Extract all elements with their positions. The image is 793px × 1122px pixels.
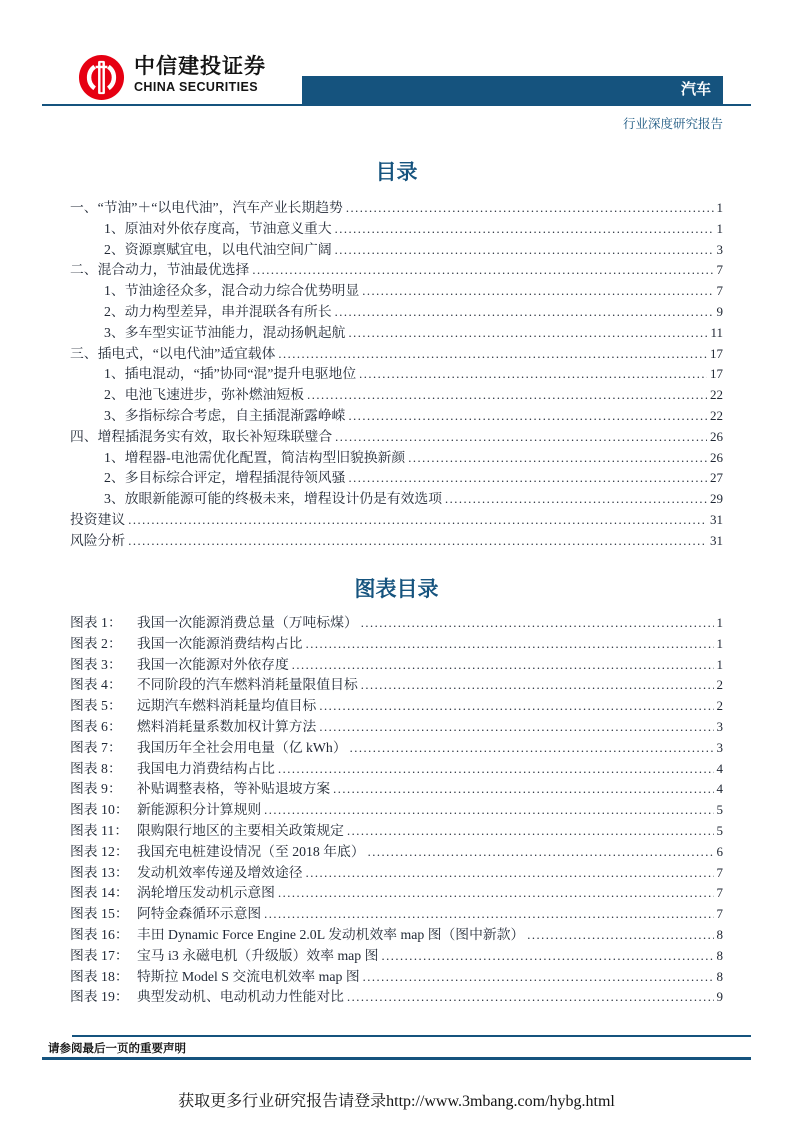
dot-leader <box>346 201 714 216</box>
figure-entry-page: 3 <box>716 718 723 734</box>
toc-entry-text: 3、多车型实证节油能力，混动扬帆起航 <box>104 324 346 340</box>
figure-entry-page: 8 <box>716 947 723 963</box>
toc-entry-text: 2、电池飞速进步，弥补燃油短板 <box>104 387 305 403</box>
dot-leader <box>335 222 714 237</box>
figure-entry[interactable] <box>70 923 723 944</box>
figure-entry-page: 6 <box>716 843 723 859</box>
dot-leader <box>335 243 714 258</box>
figure-entry-label: 图表 10： <box>70 802 129 818</box>
dot-leader <box>264 803 713 818</box>
figure-entry-label: 图表 2： <box>70 635 122 651</box>
toc-entry-text: 1、节油途径众多，混合动力综合优势明显 <box>104 283 360 299</box>
figure-entry-text: 我国电力消费结构占比 <box>137 760 275 776</box>
figure-entry-text: 新能源积分计算规则 <box>137 802 262 818</box>
figure-entry-text: 我国历年全社会用电量（亿 kWh） <box>137 739 347 755</box>
figure-entry-page: 7 <box>716 864 723 880</box>
toc-entry-text: 3、放眼新能源可能的终极未来，增程设计仍是有效选项 <box>104 491 443 507</box>
figure-entry-label: 图表 19： <box>70 989 129 1005</box>
toc-entry-page: 31 <box>710 511 723 527</box>
dot-leader <box>359 367 707 382</box>
toc-entry-page: 7 <box>716 262 723 278</box>
dot-leader <box>306 637 714 652</box>
disclaimer-text: 请参阅最后一页的重要声明 <box>48 1043 186 1055</box>
figure-entry-text: 不同阶段的汽车燃料消耗量限值目标 <box>137 677 358 693</box>
figure-entry-text: 补贴调整表格，等补贴退坡方案 <box>137 781 331 797</box>
toc-entry-text: 2、资源禀赋宜电，以电代油空间广阔 <box>104 241 332 257</box>
figure-entry-text: 限购限行地区的主要相关政策规定 <box>137 822 344 838</box>
figure-entry-page: 3 <box>716 739 723 755</box>
toc-entry-page: 17 <box>710 366 723 382</box>
dot-leader <box>363 970 714 985</box>
dot-leader <box>361 678 714 693</box>
figure-entry-page: 2 <box>716 677 723 693</box>
dot-leader <box>335 305 714 320</box>
promo-link[interactable]: 获取更多行业研究报告请登录http://www.3mbang.com/hybg.html <box>178 1093 615 1110</box>
dot-leader <box>319 720 713 735</box>
dot-leader <box>368 845 714 860</box>
figure-entry-text: 我国一次能源消费结构占比 <box>137 635 303 651</box>
toc-entry-text: 一、“节油”＋“以电代油”，汽车产业长期趋势 <box>70 200 343 215</box>
figure-entry-label: 图表 5： <box>70 698 122 714</box>
dot-leader <box>408 451 707 466</box>
figure-entry[interactable] <box>70 632 723 653</box>
figure-entry-text: 典型发动机、电动机动力性能对比 <box>137 989 344 1005</box>
toc-entry[interactable] <box>70 258 723 279</box>
figure-entry-page: 4 <box>716 760 723 776</box>
figure-entry-page: 9 <box>716 989 723 1005</box>
toc-entry-page: 29 <box>710 491 723 507</box>
toc-entry[interactable] <box>70 238 723 259</box>
brand-text <box>134 54 266 95</box>
figure-entry-label: 图表 9： <box>70 781 122 797</box>
figure-entry-text: 特斯拉 Model S 交流电机效率 map 图 <box>137 968 360 984</box>
dot-leader <box>306 866 714 881</box>
figure-entry-text: 阿特金森循环示意图 <box>137 906 262 922</box>
figure-entry-text: 我国充电桩建设情况（至 2018 年底） <box>137 843 365 859</box>
figures-title: 图表目录 <box>354 578 439 601</box>
figure-entry-label: 图表 1： <box>70 615 122 630</box>
dot-leader <box>333 782 713 797</box>
figure-entry-text: 宝马 i3 永磁电机（升级版）效率 map 图 <box>137 947 379 963</box>
dot-leader <box>347 824 714 839</box>
citic-logo-icon <box>78 54 125 101</box>
toc-entry-page: 31 <box>710 532 723 548</box>
figure-entry-page: 7 <box>716 885 723 901</box>
toc-entry[interactable] <box>70 508 723 529</box>
figure-entry-label: 图表 12： <box>70 843 129 859</box>
toc-entry-page: 3 <box>716 241 723 257</box>
figure-entry[interactable] <box>70 819 723 840</box>
figures-list <box>70 611 723 1006</box>
toc-entry-text: 四、增程插混务实有效，取长补短珠联璧合 <box>70 428 333 444</box>
dot-leader <box>348 471 707 486</box>
figure-entry[interactable] <box>70 777 723 798</box>
figure-entry[interactable] <box>70 798 723 819</box>
toc-entry-text: 投资建议 <box>70 511 126 527</box>
figure-entry-label: 图表 8： <box>70 760 122 776</box>
toc-entry[interactable] <box>70 425 723 446</box>
figure-entry[interactable] <box>70 881 723 902</box>
header-divider <box>42 104 751 106</box>
toc-entry-text: 2、动力构型差异，串并混联各有所长 <box>104 303 332 319</box>
dot-leader <box>445 492 707 507</box>
toc-entry-text: 1、增程器-电池需优化配置，简洁构型旧貌换新颜 <box>104 449 406 465</box>
dot-leader <box>348 409 707 424</box>
figure-entry-label: 图表 4： <box>70 677 122 693</box>
figure-entry-text: 涡轮增压发动机示意图 <box>137 885 275 901</box>
dot-leader <box>307 388 707 403</box>
figure-entry-text: 我国一次能源消费总量（万吨标煤） <box>137 615 358 630</box>
toc-entry[interactable] <box>70 342 723 363</box>
toc-entry-page: 27 <box>710 470 723 486</box>
dot-leader <box>347 990 714 1005</box>
brand-name-en: CHINA SECURITIES <box>134 80 259 94</box>
dot-leader <box>361 616 714 631</box>
toc-entry[interactable] <box>70 362 723 383</box>
figure-entry[interactable] <box>70 985 723 1006</box>
toc-entry-text: 2、多目标综合评定，增程插混待领风骚 <box>104 470 346 486</box>
figure-entry[interactable] <box>70 736 723 757</box>
dot-leader <box>335 430 707 445</box>
figure-entry-label: 图表 17： <box>70 947 129 963</box>
toc-entry[interactable] <box>70 383 723 404</box>
figure-entry-page: 7 <box>716 906 723 922</box>
toc-entry[interactable] <box>70 529 723 550</box>
figure-entry[interactable] <box>70 965 723 986</box>
toc-entry-page: 11 <box>710 324 723 340</box>
figure-entry[interactable] <box>70 715 723 736</box>
dot-leader <box>264 907 713 922</box>
dot-leader <box>252 263 713 278</box>
figure-entry[interactable] <box>70 902 723 923</box>
figure-entry-page: 1 <box>716 615 723 630</box>
toc-entry-page: 1 <box>716 200 723 215</box>
figure-entry[interactable] <box>70 611 723 632</box>
dot-leader <box>278 886 714 901</box>
figure-entry[interactable] <box>70 861 723 882</box>
dot-leader <box>362 284 713 299</box>
figure-entry-page: 1 <box>716 656 723 672</box>
figure-entry-text: 我国一次能源对外依存度 <box>137 656 289 672</box>
sector-bar <box>302 76 723 104</box>
toc-entry-page: 17 <box>710 345 723 361</box>
toc-title: 目录 <box>375 161 418 184</box>
toc-entry[interactable] <box>70 487 723 508</box>
figure-entry-label: 图表 11： <box>70 822 129 838</box>
toc-entry-page: 22 <box>710 407 723 423</box>
figure-entry-label: 图表 6： <box>70 718 122 734</box>
figure-entry-page: 2 <box>716 698 723 714</box>
toc-entry-page: 7 <box>716 283 723 299</box>
toc-entry-page: 22 <box>710 387 723 403</box>
dot-leader <box>527 928 713 943</box>
dot-leader <box>292 658 714 673</box>
toc-list <box>70 196 723 550</box>
toc-entry[interactable] <box>70 404 723 425</box>
toc-entry[interactable] <box>70 466 723 487</box>
toc-entry[interactable] <box>70 196 723 217</box>
footer-divider-thin <box>72 1035 751 1037</box>
brand-name-cn: 中信建投证券 <box>134 55 266 78</box>
figure-entry-text: 丰田 Dynamic Force Engine 2.0L 发动机效率 map 图（图中新款） <box>137 926 525 942</box>
toc-entry-text: 3、多指标综合考虑，自主插混渐露峥嵘 <box>104 407 346 423</box>
dot-leader <box>128 513 707 528</box>
figure-entry[interactable] <box>70 840 723 861</box>
toc-entry-text: 1、插电混动，“插”协同“混”提升电驱地位 <box>104 366 357 382</box>
figure-entry-label: 图表 3： <box>70 656 122 672</box>
figure-entry-page: 5 <box>716 822 723 838</box>
figure-entry-label: 图表 18： <box>70 968 129 984</box>
figure-entry-page: 8 <box>716 968 723 984</box>
toc-entry-text: 风险分析 <box>70 532 126 548</box>
toc-entry[interactable] <box>70 279 723 300</box>
figure-entry-page: 8 <box>716 926 723 942</box>
toc-entry[interactable] <box>70 300 723 321</box>
figure-entry-page: 5 <box>716 802 723 818</box>
figure-entry-text: 远期汽车燃料消耗量均值目标 <box>137 698 317 714</box>
figure-entry[interactable] <box>70 694 723 715</box>
toc-entry[interactable] <box>70 446 723 467</box>
toc-entry[interactable] <box>70 217 723 238</box>
dot-leader <box>278 347 707 362</box>
dot-leader <box>128 534 707 549</box>
sector-label: 汽车 <box>680 81 711 98</box>
figure-entry-page: 1 <box>716 635 723 651</box>
figure-entry[interactable] <box>70 757 723 778</box>
toc-entry-page: 26 <box>710 449 723 465</box>
figure-entry-label: 图表 14： <box>70 885 129 901</box>
figure-entry-label: 图表 13： <box>70 864 129 880</box>
toc-entry-text: 1、原油对外依存度高，节油意义重大 <box>104 220 332 236</box>
dot-leader <box>350 741 714 756</box>
toc-entry-page: 9 <box>716 303 723 319</box>
dot-leader <box>278 762 714 777</box>
report-type-label: 行业深度研究报告 <box>622 117 723 131</box>
figure-entry-label: 图表 16： <box>70 926 129 942</box>
figure-entry[interactable] <box>70 653 723 674</box>
toc-entry-page: 1 <box>716 220 723 236</box>
figure-entry[interactable] <box>70 673 723 694</box>
toc-entry[interactable] <box>70 321 723 342</box>
dot-leader <box>348 326 707 341</box>
figure-entry-label: 图表 7： <box>70 739 122 755</box>
figure-entry[interactable] <box>70 944 723 965</box>
toc-entry-text: 二、混合动力，节油最优选择 <box>70 262 250 278</box>
footer-divider-thick <box>42 1057 751 1060</box>
toc-entry-page: 26 <box>710 428 723 444</box>
toc-entry-text: 三、插电式，“以电代油”适宜载体 <box>70 345 276 361</box>
dot-leader <box>319 699 713 714</box>
figure-entry-label: 图表 15： <box>70 906 129 922</box>
brand-logo <box>78 54 266 101</box>
figure-entry-page: 4 <box>716 781 723 797</box>
figure-entry-text: 燃料消耗量系数加权计算方法 <box>137 718 317 734</box>
figure-entry-text: 发动机效率传递及增效途径 <box>137 864 303 880</box>
dot-leader <box>381 949 713 964</box>
